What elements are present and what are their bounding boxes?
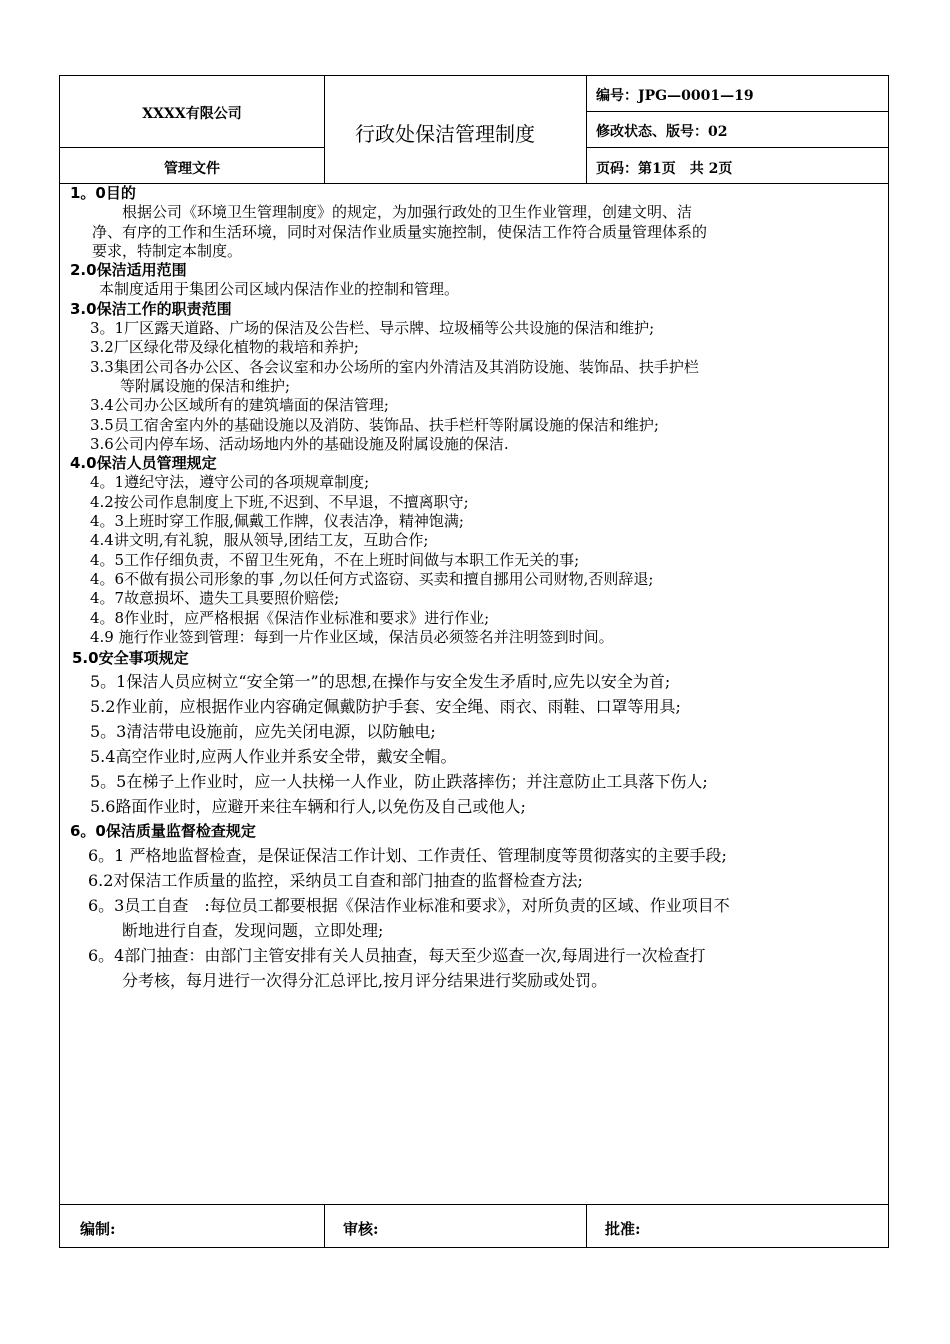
footer-col-divider-2 (586, 1204, 587, 1248)
section-6-line: 分考核，每月进行一次得分汇总评比,按月评分结果进行奖励或处罚。 (106, 971, 608, 991)
section-4-line: 4。8作业时，应严格根据《保洁作业标准和要求》进行作业; (90, 608, 490, 627)
section-4-line: 4。1遵纪守法，遵守公司的各项规章制度; (90, 473, 370, 492)
prepared-by-label: 编制: (80, 1220, 116, 1238)
section-3-line: 3。1厂区露天道路、广场的保洁及公告栏、导示牌、垃圾桶等公共设施的保洁和维护; (90, 319, 655, 338)
section-4-line: 4.2按公司作息制度上下班,不迟到、不早退，不擅离职守; (90, 492, 469, 511)
section-2-heading: 2.0保洁适用范围 (70, 261, 187, 280)
footer-top-line (60, 1204, 889, 1205)
document-body (68, 184, 883, 993)
header-divider-right-2 (586, 147, 889, 148)
reviewed-by-label: 审核: (343, 1220, 379, 1238)
section-3-line: 3.4公司办公区域所有的建筑墙面的保洁管理; (90, 396, 389, 415)
section-6-line: 6。4部门抽查：由部门主管安排有关人员抽查，每天至少巡查一次,每周进行一次检查打 (88, 946, 706, 966)
document-frame (59, 75, 889, 1248)
section-5-line: 5。5在梯子上作业时，应一人扶梯一人作业，防止跌落摔伤；并注意防止工具落下伤人; (90, 772, 708, 792)
section-5-heading: 5.0安全事项规定 (72, 649, 189, 668)
company-name: XXXX有限公司 (142, 106, 242, 122)
section-4-line: 4。5工作仔细负责，不留卫生死角，不在上班时间做与本职工作无关的事; (90, 550, 580, 569)
section-3-heading: 3.0保洁工作的职责范围 (70, 299, 232, 318)
section-6-line: 断地进行自查，发现问题，立即处理; (106, 921, 384, 941)
section-3-line: 3.2厂区绿化带及绿化植物的栽培和养护; (90, 338, 359, 357)
section-1-line: 根据公司《环境卫生管理制度》的规定，为加强行政处的卫生作业管理，创建文明、洁 (92, 203, 693, 222)
section-1-line: 要求，特制定本制度。 (92, 241, 243, 260)
page-indicator: 页码：第1页 共 2页 (596, 161, 733, 177)
approved-by-label: 批准: (605, 1220, 641, 1238)
section-5-line: 5。3清洁带电设施前，应先关闭电源，以防触电; (90, 722, 436, 742)
document-number: 编号：JPG—0001—19 (596, 88, 754, 104)
section-1-heading: 1。0目的 (70, 184, 136, 202)
section-4-line: 4.9 施行作业签到管理：每到一片作业区域，保洁员必须签名并注明签到时间。 (90, 627, 614, 646)
section-5-line: 5.2作业前，应根据作业内容确定佩戴防护手套、安全绳、雨衣、雨鞋、口罩等用具; (90, 697, 681, 717)
footer-col-divider-1 (324, 1204, 325, 1248)
section-3-line: 3.3集团公司各办公区、各会议室和办公场所的室内外清洁及其消防设施、装饰品、扶手护栏 (90, 357, 699, 376)
section-4-line: 4。3上班时穿工作服,佩戴工作牌，仪表洁净，精神饱满; (90, 512, 464, 531)
section-5-line: 5.4高空作业时,应两人作业并系安全带，戴安全帽。 (90, 747, 457, 767)
header-divider-right-1 (586, 111, 889, 112)
section-5-line: 5。1保洁人员应树立“安全第一”的思想,在操作与安全发生矛盾时,应先以安全为首; (90, 672, 671, 692)
header-divider-left (60, 147, 324, 148)
section-6-heading: 6。0保洁质量监督检查规定 (70, 822, 256, 841)
header-col-divider-2 (586, 76, 587, 183)
section-3-line: 3.6公司内停车场、活动场地内外的基础设施及附属设施的保洁. (90, 434, 509, 453)
section-6-line: 6。3员工自查 :每位员工都要根据《保洁作业标准和要求》，对所负责的区域、作业项目不 (88, 896, 730, 916)
section-4-line: 4。6不做有损公司形象的事 ,勿以任何方式盗窃、买卖和擅自挪用公司财物,否则辞退; (90, 569, 654, 588)
section-4-heading: 4.0保洁人员管理规定 (70, 454, 217, 473)
section-4-line: 4。7故意损坏、遗失工具要照价赔偿; (90, 589, 340, 608)
document-version: 修改状态、版号：02 (596, 124, 728, 140)
section-6-line: 6。1 严格地监督检查，是保证保洁工作计划、工作责任、管理制度等贯彻落实的主要手段; (88, 846, 727, 866)
document-type: 管理文件 (164, 161, 220, 177)
section-3-line: 等附属设施的保洁和维护; (90, 376, 291, 395)
section-2-line: 本制度适用于集团公司区域内保洁作业的控制和管理。 (84, 280, 460, 299)
section-1-line: 净、有序的工作和生活环境，同时对保洁作业质量实施控制，使保洁工作符合质量管理体系的 (92, 222, 708, 241)
section-4-line: 4.4讲文明,有礼貌，服从领导,团结工友，互助合作; (90, 531, 429, 550)
document-title: 行政处保洁管理制度 (355, 122, 535, 146)
section-6-line: 6.2对保洁工作质量的监控，采纳员工自查和部门抽查的监督检查方法; (88, 871, 583, 891)
header-col-divider-1 (324, 76, 325, 183)
section-5-line: 5.6路面作业时，应避开来往车辆和行人,以免伤及自己或他人; (90, 797, 526, 817)
section-3-line: 3.5员工宿舍室内外的基础设施以及消防、装饰品、扶手栏杆等附属设施的保洁和维护; (90, 415, 659, 434)
